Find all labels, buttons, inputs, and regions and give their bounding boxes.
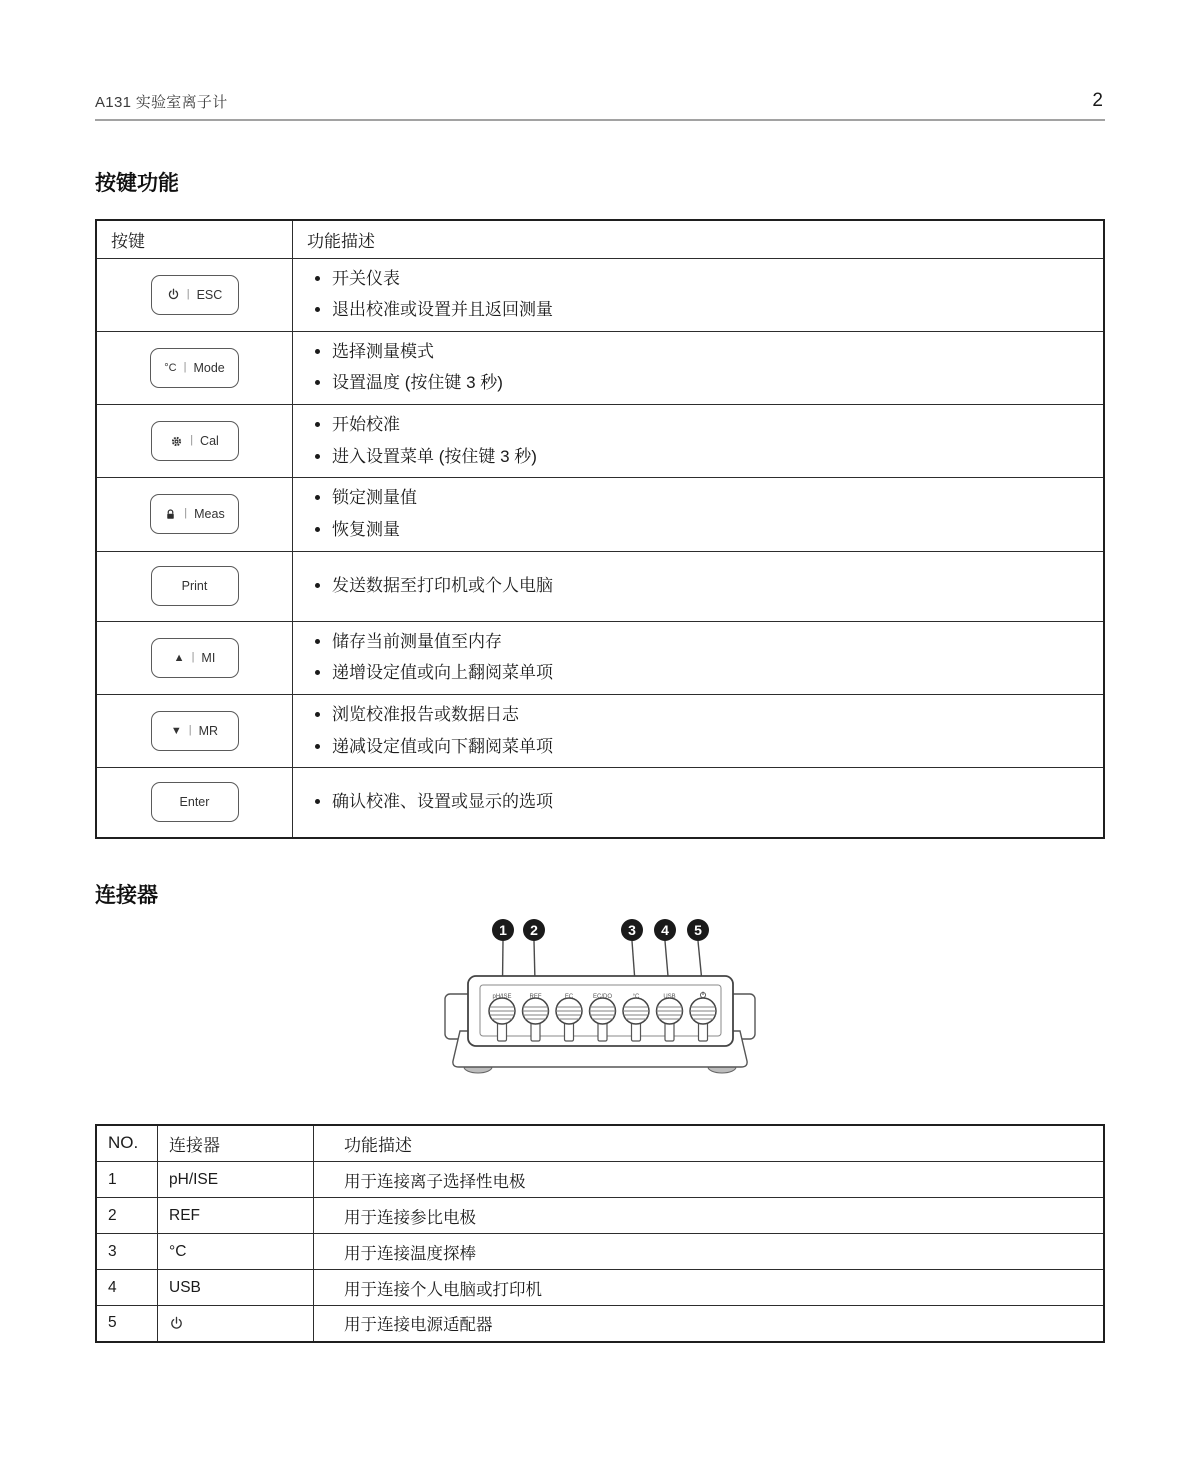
section-title-keys: 按键功能 [95, 172, 179, 195]
connector-label: EC [564, 993, 574, 1000]
separator: | [191, 650, 195, 663]
bullet-item: • 选择测量模式 [332, 340, 1102, 365]
bullet-item: • 递减设定值或向下翻阅菜单项 [332, 735, 1102, 760]
separator: | [183, 360, 187, 373]
connector-name [158, 1306, 314, 1342]
connector-diagram [430, 911, 770, 1088]
bullet-item: • 开始校准 [332, 413, 1102, 438]
connector-description: 用于连接个人电脑或打印机 [314, 1270, 1105, 1306]
table-row [96, 1234, 1104, 1270]
table-row [96, 768, 1104, 838]
connector-label: °C [632, 993, 640, 1000]
bullet-item: • 确认校准、设置或显示的选项 [332, 790, 1102, 815]
table-header-row [96, 220, 1104, 258]
mode-key-button [150, 348, 238, 388]
callout-number: 3 [628, 921, 636, 938]
bullet-item: • 递增设定值或向上翻阅菜单项 [332, 661, 1102, 686]
connector-name: REF [158, 1198, 314, 1234]
connector-label: USB [663, 993, 676, 1000]
column-header-key: 按键 [96, 220, 293, 258]
bullet-item: • 进入设置菜单 (按住键 3 秒) [332, 445, 1102, 470]
bullet-item: • 设置温度 (按住键 3 秒) [332, 371, 1102, 396]
key-label: Print [181, 579, 208, 594]
table-row [96, 1306, 1104, 1342]
bullet-item: • 锁定测量值 [332, 486, 1102, 511]
connector-description: 用于连接离子选择性电极 [314, 1162, 1105, 1198]
print-key-button [151, 566, 239, 606]
table-row [96, 1162, 1104, 1198]
mr-key-button [151, 711, 239, 751]
table-row [96, 331, 1104, 404]
bullet-item: • 储存当前测量值至内存 [332, 630, 1102, 655]
lock-icon [164, 508, 177, 521]
separator: | [186, 287, 190, 300]
page-header [95, 90, 1105, 112]
connector-table [95, 1124, 1105, 1343]
separator: | [184, 507, 188, 520]
mi-key-button [151, 638, 239, 678]
connector-name: °C [158, 1234, 314, 1270]
row-number: 5 [96, 1306, 158, 1342]
connector-description: 用于连接温度探棒 [314, 1234, 1105, 1270]
arrow-down-icon: ▼ [170, 725, 182, 738]
key-label: Cal [200, 434, 219, 449]
power-icon [169, 1316, 312, 1331]
column-header-description: 功能描述 [314, 1125, 1105, 1162]
row-number: 4 [96, 1270, 158, 1306]
column-header-no: NO. [96, 1125, 158, 1162]
bullet-item: • 恢复测量 [332, 518, 1102, 543]
key-label: Mode [193, 360, 225, 375]
connector-label: REF [529, 993, 542, 1000]
key-label: MI [201, 650, 216, 665]
callout-number: 1 [499, 921, 507, 938]
separator: | [190, 434, 194, 447]
table-header-row [96, 1125, 1104, 1162]
callout-badges [492, 919, 709, 941]
connector-name: pH/ISE [158, 1162, 314, 1198]
callout-number: 2 [530, 921, 538, 938]
callout-number: 4 [661, 921, 669, 938]
power-icon [167, 288, 180, 301]
key-label: Meas [194, 507, 225, 522]
callout-number: 5 [694, 921, 702, 938]
connector-label: pH/ISE [492, 993, 512, 1000]
cal-key-button [151, 421, 239, 461]
bullet-item: • 开关仪表 [332, 267, 1102, 292]
row-number: 1 [96, 1162, 158, 1198]
page-number: 2 [1092, 90, 1103, 111]
table-row [96, 1270, 1104, 1306]
table-row [96, 405, 1104, 478]
enter-key-button [151, 782, 239, 822]
table-row [96, 551, 1104, 621]
column-header-description: 功能描述 [293, 220, 1105, 258]
gear-icon [170, 435, 183, 448]
table-row [96, 694, 1104, 767]
table-row [96, 1198, 1104, 1234]
bullet-item: • 发送数据至打印机或个人电脑 [332, 574, 1102, 599]
page [95, 0, 1105, 1343]
header-rule [95, 119, 1105, 121]
arrow-up-icon: ▲ [173, 651, 185, 664]
row-number: 2 [96, 1198, 158, 1234]
connector-description: 用于连接参比电极 [314, 1198, 1105, 1234]
table-row [96, 478, 1104, 551]
key-function-table [95, 219, 1105, 839]
meas-key-button [150, 494, 238, 534]
esc-key-button [151, 275, 239, 315]
connector-description: 用于连接电源适配器 [314, 1306, 1105, 1342]
temperature-icon: °C [164, 361, 177, 374]
section-title-connectors: 连接器 [95, 883, 158, 907]
key-label: ESC [196, 287, 223, 302]
connector-label: EC/DO [592, 993, 613, 1000]
key-label: Enter [179, 795, 210, 810]
key-label: MR [198, 724, 219, 739]
table-row [96, 258, 1104, 331]
column-header-connector: 连接器 [158, 1125, 314, 1162]
header-title: A131 实验室离子计 [95, 94, 228, 111]
separator: | [188, 724, 192, 737]
row-number: 3 [96, 1234, 158, 1270]
table-row [96, 621, 1104, 694]
bullet-item: • 退出校准或设置并且返回测量 [332, 298, 1102, 323]
connector-name: USB [158, 1270, 314, 1306]
bullet-item: • 浏览校准报告或数据日志 [332, 703, 1102, 728]
